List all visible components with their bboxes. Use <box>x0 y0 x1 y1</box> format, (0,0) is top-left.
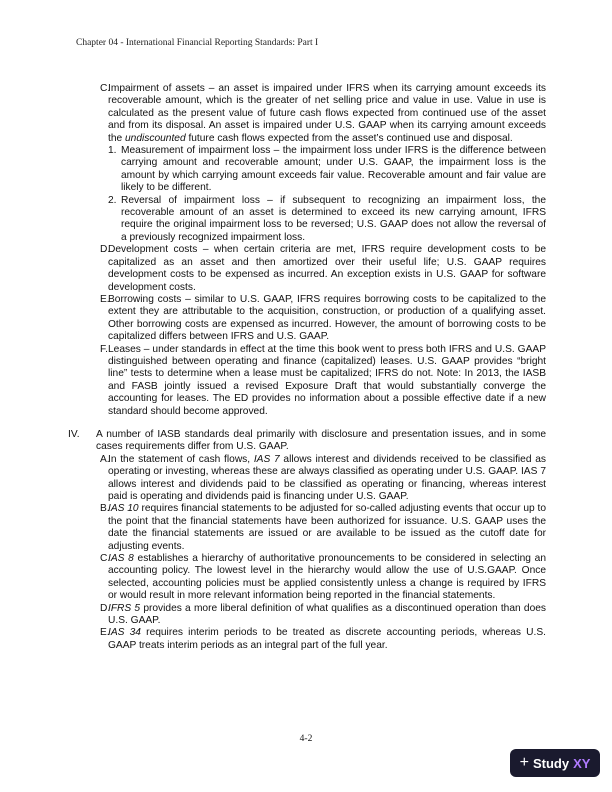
section-c <box>68 83 546 145</box>
page-header: Chapter 04 - International Financial Reporting Standards: Part I <box>76 38 319 48</box>
section-label: D. <box>100 244 111 256</box>
section-text: requires financial statements to be adjusted for so-called adjusting events that occur up to the point that the financial statements have been authorized for issuance. U.S. GAAP uses the date the financial statements are issued or are available to be issued as the cutoff date for adjusting events. <box>108 503 546 552</box>
subsection-1 <box>68 145 546 195</box>
section-label: B. <box>100 503 110 515</box>
section-text: Development costs – when certain criteria are met, IFRS require development costs to be capitalized as an asset and then amortized over their useful life; U.S. GAAP requires development costs to be expensed as incurred. An exception exists in U.S. GAAP for software development costs. <box>108 244 546 293</box>
section-text: Leases – under standards in effect at the time this book went to press both IFRS and U.S. GAAP distinguished between operating and finance (capitalized) leases. U.S. GAAP provides “bright line” tests to determine when a lease must be capitalized; IFRS do not. Note: In 2013, the IASB and FASB jointly issued a revised Exposure Draft that would substantially converge the accounting for leases. The ED provides no information about a possible effective date if a new standard should become approved. <box>108 343 546 417</box>
subsection-text: Measurement of impairment loss – the impairment loss under IFRS is the difference between carrying amount and recoverable amount; under U.S. GAAP, the impairment loss is the amount by which carrying amount exceeds fair value. Recoverable amount and fair value are likely to be different. <box>121 145 546 194</box>
section-d <box>68 244 546 294</box>
section-text: establishes a hierarchy of authoritative pronouncements to be considered in selecting an accounting policy. The lowest level in the hierarchy would allow the use of U.S.GAAP. Once selected, accounting policies must be applied consistently unless a change is required by IFRS or would result in more relevant information being reported in the financial statements. <box>108 553 546 602</box>
section-text: provides a more liberal definition of what qualifies as a discontinued operation than does U.S. GAAP. <box>108 602 546 627</box>
section-label: A. <box>100 453 110 465</box>
section-text: In the statement of cash flows, <box>108 453 254 465</box>
section-iv-d <box>68 603 546 628</box>
subsection-2 <box>68 195 546 245</box>
section-iv-c <box>68 553 546 603</box>
subsection-text: Reversal of impairment loss – if subsequent to recognizing an impairment loss, the recoverable amount of an asset is determined to exceed its new carrying amount, IFRS require the original impairment loss to be reversed; U.S. GAAP does not allow the reversal of a previously recognized impairment loss. <box>121 194 546 243</box>
section-text: Borrowing costs – similar to U.S. GAAP, IFRS requires borrowing costs to be capitalized to the extent they are attributable to the acquisition, construction, or production of a qualifying asset. Other borrowing costs are expensed as incurred. However, the amount of borrowing costs to be capitalized differs between IFRS and U.S. GAAP. <box>108 293 546 343</box>
section-label: F. <box>100 343 108 355</box>
section-text: Impairment of assets – an asset is impaired under IFRS when its carrying amount exceeds its recoverable amount, which is the greater of net selling price and value in use. Value in use is calculated as the present value of future cash flows expected from continued use of the asset and from its disposal. An asset is impaired under U.S. GAAP when its carrying amount exceeds the <box>108 83 546 144</box>
section-iv-e <box>68 627 546 652</box>
subsection-label: 2. <box>108 194 117 206</box>
section-label: E. <box>100 627 110 639</box>
section-label: E. <box>100 293 110 305</box>
emphasis: undiscounted <box>125 132 186 144</box>
studyxy-badge[interactable] <box>510 749 600 777</box>
section-text: allows interest and dividends received to be classified as operating or investing, whereas these are always classified as operating under U.S. GAAP. IAS 7 allows interest and dividends paid to be classified as operating or financing, whereas interest paid is operating and dividends paid is financing under U.S. GAAP. <box>108 453 546 502</box>
emphasis: IAS 34 <box>108 627 141 639</box>
section-label: C. <box>100 83 111 94</box>
plus-icon: + <box>519 754 529 771</box>
section-f <box>68 344 546 418</box>
emphasis: IAS 8 <box>108 553 134 565</box>
section-text: A number of IASB standards deal primarily with disclosure and presentation issues, and in some cases requirements differ from U.S. GAAP. <box>96 428 546 453</box>
section-text: requires interim periods to be treated as discrete accounting periods, whereas U.S. GAAP treats interim periods as an integral part of the full year. <box>108 627 546 651</box>
section-iv-a <box>68 454 546 504</box>
section-label: IV. <box>68 428 80 440</box>
emphasis: IAS 7 <box>253 453 280 465</box>
section-e <box>68 294 546 344</box>
emphasis: IFRS 5 <box>108 602 141 614</box>
document-body <box>68 83 546 652</box>
subsection-label: 1. <box>108 145 117 157</box>
badge-xy-text: XY <box>573 755 591 771</box>
section-iv <box>68 429 546 454</box>
section-text: future cash flows expected from the asset’s continued use and disposal. <box>185 132 513 144</box>
page-number: 4-2 <box>299 734 313 744</box>
section-iv-b <box>68 503 546 553</box>
emphasis: IAS 10 <box>108 503 139 515</box>
section-label: D. <box>100 602 111 614</box>
section-label: C. <box>100 553 111 565</box>
badge-study-text: Study <box>532 755 570 771</box>
